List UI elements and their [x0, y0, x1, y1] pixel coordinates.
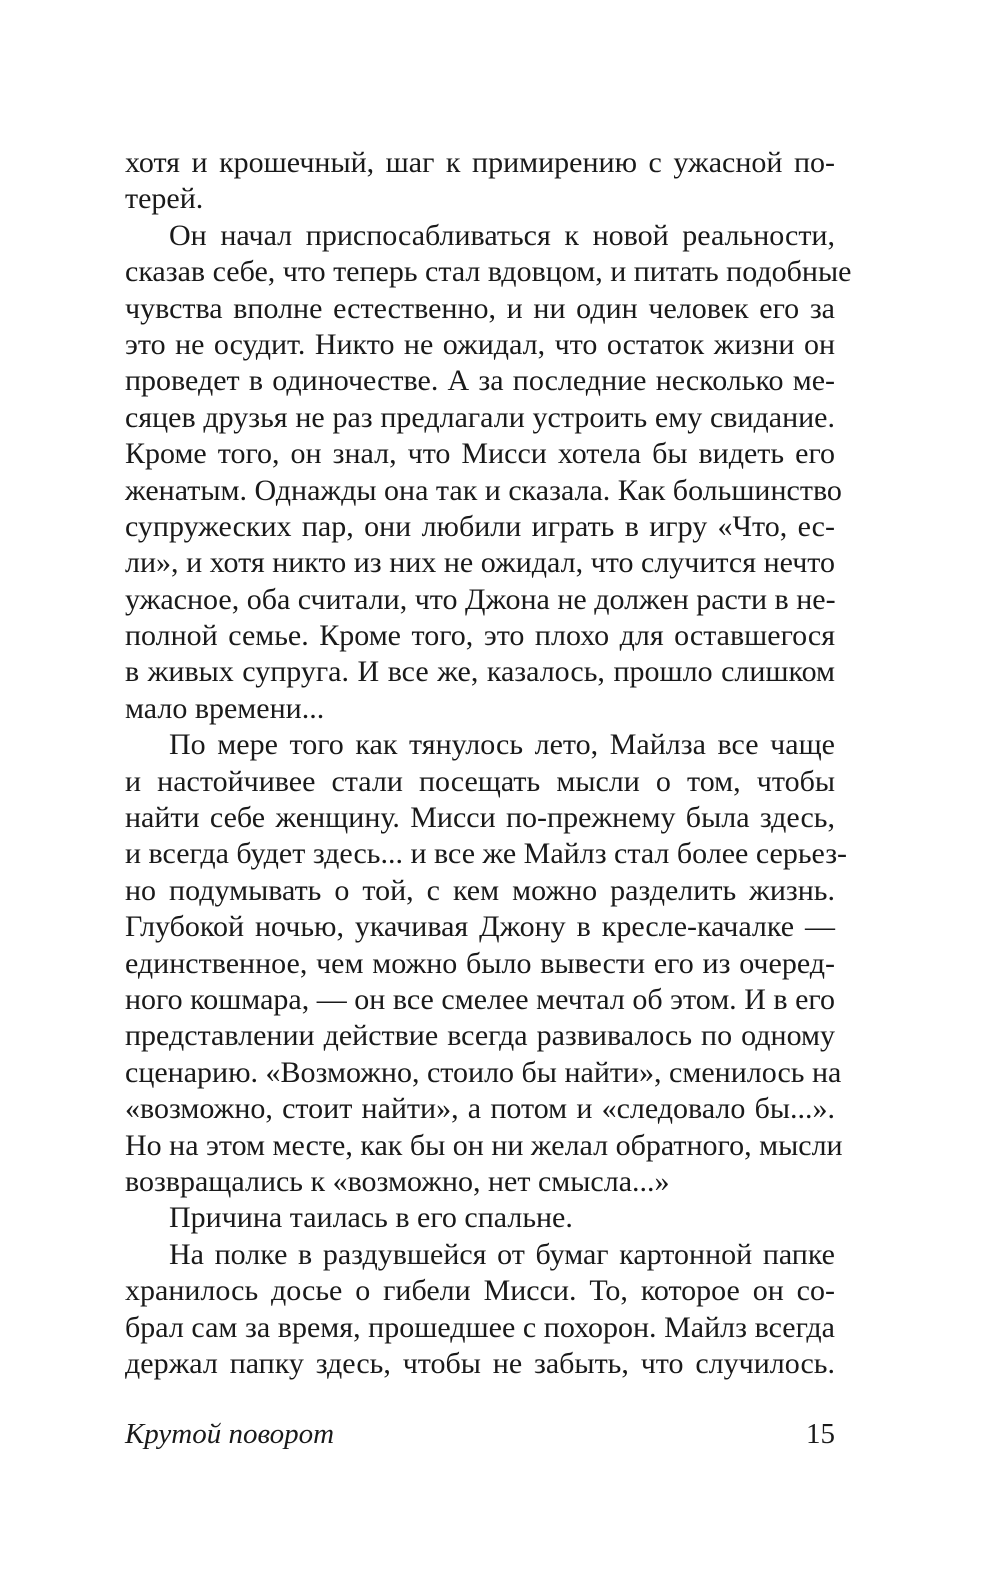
text-line: возвращались к «возможно, нет смысла...» — [125, 1164, 670, 1198]
text-line: Он начал приспосабливаться к новой реальности, — [169, 218, 835, 252]
text-line: представлении действие всегда развивалось по одному — [125, 1019, 835, 1053]
text-line: мало времени... — [125, 691, 325, 725]
text-line: ужасное, оба считали, что Джона не должен расти в не- — [125, 582, 836, 616]
text-line: женатым. Однажды она так и сказала. Как большинство — [125, 473, 842, 507]
text-line: сценарию. «Возможно, стоило бы найти», сменилось на — [125, 1055, 842, 1089]
text-line: На полке в раздувшейся от бумаг картонной папке — [169, 1237, 835, 1271]
text-line: и всегда будет здесь... и все же Майлз стал более серьез- — [125, 837, 848, 871]
text-line: хранилось досье о гибели Мисси. То, которое он со- — [125, 1274, 835, 1308]
text-line: но подумывать о той, с кем можно разделить жизнь. — [125, 873, 835, 907]
text-line: терей. — [125, 182, 204, 216]
body-text — [125, 145, 852, 1382]
text-line: Причина таилась в его спальне. — [169, 1201, 573, 1235]
text-line: сказав себе, что теперь стал вдовцом, и питать подобные — [125, 255, 852, 289]
page-number: 15 — [806, 1418, 835, 1450]
text-line: Но на этом месте, как бы он ни желал обратного, мысли — [125, 1128, 843, 1162]
text-line: хотя и крошечный, шаг к примирению с ужасной по- — [125, 146, 835, 179]
text-line: супружеских пар, они любили играть в игру «Что, ес- — [125, 509, 835, 543]
text-line: держал папку здесь, чтобы не забыть, что случилось. — [125, 1346, 835, 1380]
text-line: сяцев друзья не раз предлагали устроить ему свидание. — [125, 400, 835, 434]
text-line: Глубокой ночью, укачивая Джону в кресле-качалке — — [125, 910, 835, 944]
text-line: единственное, чем можно было вывести его из очеред- — [125, 946, 835, 980]
text-line: чувства вполне естественно, и ни один человек его за — [125, 291, 835, 325]
text-line: полной семье. Кроме того, это плохо для оставшегося — [125, 619, 835, 653]
text-line: ли», и хотя никто из них не ожидал, что случится нечто — [125, 546, 835, 580]
text-line: брал сам за время, прошедшее с похорон. Майлз всегда — [125, 1310, 835, 1344]
text-line: проведет в одиночестве. А за последние несколько ме- — [125, 364, 835, 398]
text-line: Кроме того, он знал, что Мисси хотела бы видеть его — [125, 437, 835, 471]
running-footer-title: Крутой поворот — [125, 1418, 335, 1450]
text-line: По мере того как тянулось лето, Майлза все чаще — [169, 728, 835, 762]
text-line: и настойчивее стали посещать мысли о том, чтобы — [125, 764, 835, 798]
text-line: в живых супруга. И все же, казалось, прошло слишком — [125, 655, 835, 689]
text-line: это не осудит. Никто не ожидал, что остаток жизни он — [125, 327, 835, 361]
text-line: найти себе женщину. Мисси по-прежнему была здесь, — [125, 801, 835, 835]
text-line: ного кошмара, — он все смелее мечтал об этом. И в его — [125, 982, 835, 1016]
text-line: «возможно, стоит найти», а потом и «следовало бы...». — [125, 1092, 835, 1126]
